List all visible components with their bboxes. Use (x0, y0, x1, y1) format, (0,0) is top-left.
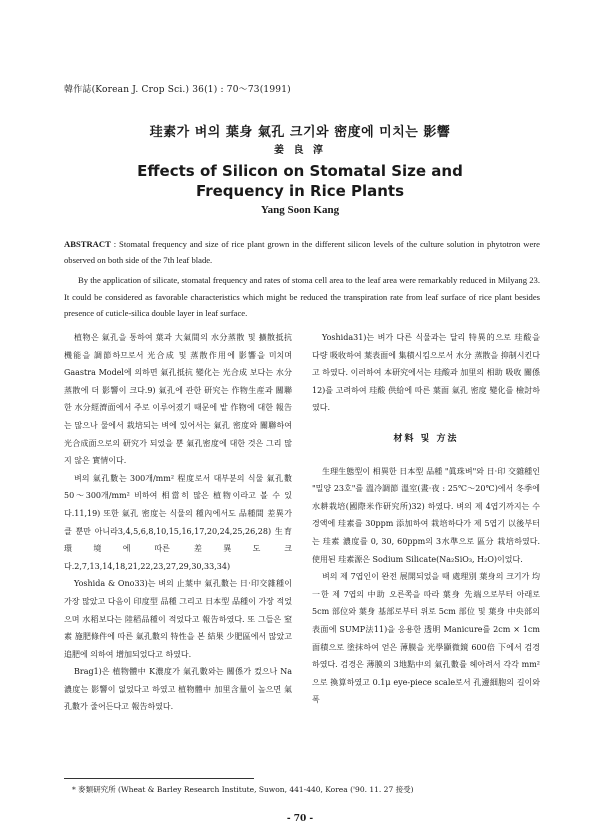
english-title-line-1: Effects of Silicon on Stomatal Size and (137, 162, 463, 180)
left-paragraph-3: Yoshida & Ono33)는 벼의 止葉中 氣孔數는 日·印交雜種이 가장 많았고 다음이 印度型 品種 그리고 日本型 品種이 가장 적었으며 水稻보다는 陸稻品種이 적었다고 報告하였다. 또 그들은 窒素 施肥條件에 따른 氣孔數의 特性을 본 結果 少肥區에서 많았고 追肥에 의하여 增加되었다고 하였다. (64, 579, 292, 659)
left-paragraph-1: 植物은 氣孔을 통하여 葉과 大氣間의 水分蒸散 및 擴散抵抗 機能을 調節하므로서 光合成 및 蒸散作用에 影響을 미치며 Gaastra Model에 의하면 氣孔抵抗 變化는 光合成 보다는 水分蒸散에 더 影響이 크다.9) 氣孔에 관한 研究는 作物生産과 關聯한 水分經濟面에서 주로 이루어졌기 때문에 밭 作物에 대한 報告는 많으나 물에서 栽培되는 벼에 있어서는 氣孔 密度와 關聯하여 光合成面으로의 研究가 되었을 뿐 氣孔密度에 대한 것은 그리 많지 않은 實情이다. (64, 333, 292, 466)
left-paragraph-4: Brag1)은 植物體中 K濃度가 氣孔數와는 關係가 컸으나 Na濃度는 影響이 없었다고 하였고 植物體中 加里含量이 높으면 氣孔數가 줄어든다고 報告하였다. (64, 667, 292, 712)
english-author: Yang Soon Kang (260, 204, 340, 216)
right-paragraph-1: Yoshida31)는 벼가 다른 식물과는 달리 特異的으로 珪酸을 다량 吸收하여 葉表面에 集積시킴으로서 水分 蒸散을 抑制시킨다고 하였다. 이러하여 本研究에서는 珪酸과 加里의 相助 吸收 關係12)를 고려하여 珪酸 供給에 따른 葉面 氣孔 密度 變化를 檢討하였다. (312, 333, 540, 413)
right-paragraph-2: 生理生態型이 相異한 日本型 品種 "眞珠벼"와 日·印 交雜種인 "밀양 23호"를 溫冷調節 溫室(晝·夜 : 25℃～20℃)에서 冬季에 水耕栽培(國際米作研究所)32) 하였다. 벼의 제 4엽기까지는 수경액에 珪素를 30ppm 添加하여 栽培하다가 제 5엽기 以後부터는 珪素 濃度를 0, 30, 60ppm의 3水準으로 區分 栽培하였다. 使用된 珪素源은 Sodium Silicate(Na₂SiO₃, H₂O)이었다. (312, 466, 540, 564)
footnote-divider (64, 778, 254, 779)
page-number: - 70 - (286, 814, 314, 824)
abstract-paragraph-1 (64, 236, 540, 268)
right-column (312, 329, 540, 709)
section-heading-materials-methods: 材料 및 方法 (393, 433, 459, 444)
left-column (64, 329, 292, 716)
journal-citation: 韓作誌(Korean J. Crop Sci.) 36(1) : 70～73(1991) (64, 85, 291, 95)
abstract-label: ABSTRACT (64, 239, 111, 249)
abstract (64, 236, 540, 325)
right-paragraph-3: 벼의 제 7엽인이 완전 展開되었을 때 處理別 葉身의 크기가 均一한 제 7엽의 中助 오른쪽을 따라 葉身 先端으로부터 아래로 5cm 部位와 葉身 基部로부터 위로 5cm 部位 및 葉身 中央部의 表面에 SUMP法11)을 응용한 透明 Manicure를 2cm × 1cm 面積으로 塗抹하여 얻은 薄膜을 光學顯微鏡 600倍 下에서 검경하였다. 검경은 薄膜의 3地點中의 氣孔數를 헤아려서 각각 mm²으로 換算하였고 0.1μ eye-piece scale로서 孔邊細胞의 길이와 폭 (312, 572, 540, 705)
english-title-line-2: Frequency in Rice Plants (195, 182, 405, 200)
abstract-paragraph-2: By the application of silicate, stomatal frequency and rates of stoma cell area to the leaf area were remarkably reduced in Milyang 23. It could be considered as favorable characteristics which might be reduced the transpiration rate from leaf surface of rice plant besides presence of cuticle-silica double layer in leaf surface. (64, 275, 540, 318)
english-title (0, 161, 600, 201)
korean-title: 珪素가 벼의 葉身 氣孔 크기와 密度에 미치는 影響 (149, 125, 451, 140)
korean-author: 姜 良 淳 (274, 145, 326, 156)
footnote: * 麥類研究所 (Wheat & Barley Research Institute, Suwon, 441-440, Korea ('90. 11. 27 接受) (72, 785, 414, 794)
left-paragraph-2: 벼의 氣孔數는 300개/mm² 程度로서 대부분의 식물 氣孔數 50～300개/mm² 비하여 相當히 많은 植物이라고 볼 수 있다.11,19) 또한 氣孔 密度는 식물의 種內에서도 品種間 差異가 클 뿐만 아니라3,4,5,6,8,10,15,16,17,20,24,25,26,28) 生育環境에 따른 差異도 크다.2,7,13,14,18,21,22,23,27,29,30,33,34) (64, 473, 292, 571)
abstract-text-1: : Stomatal frequency and size of rice plant grown in the different silicon levels of the culture solution in phytotron were observed on both side of the 7th leaf blade. (64, 239, 540, 266)
